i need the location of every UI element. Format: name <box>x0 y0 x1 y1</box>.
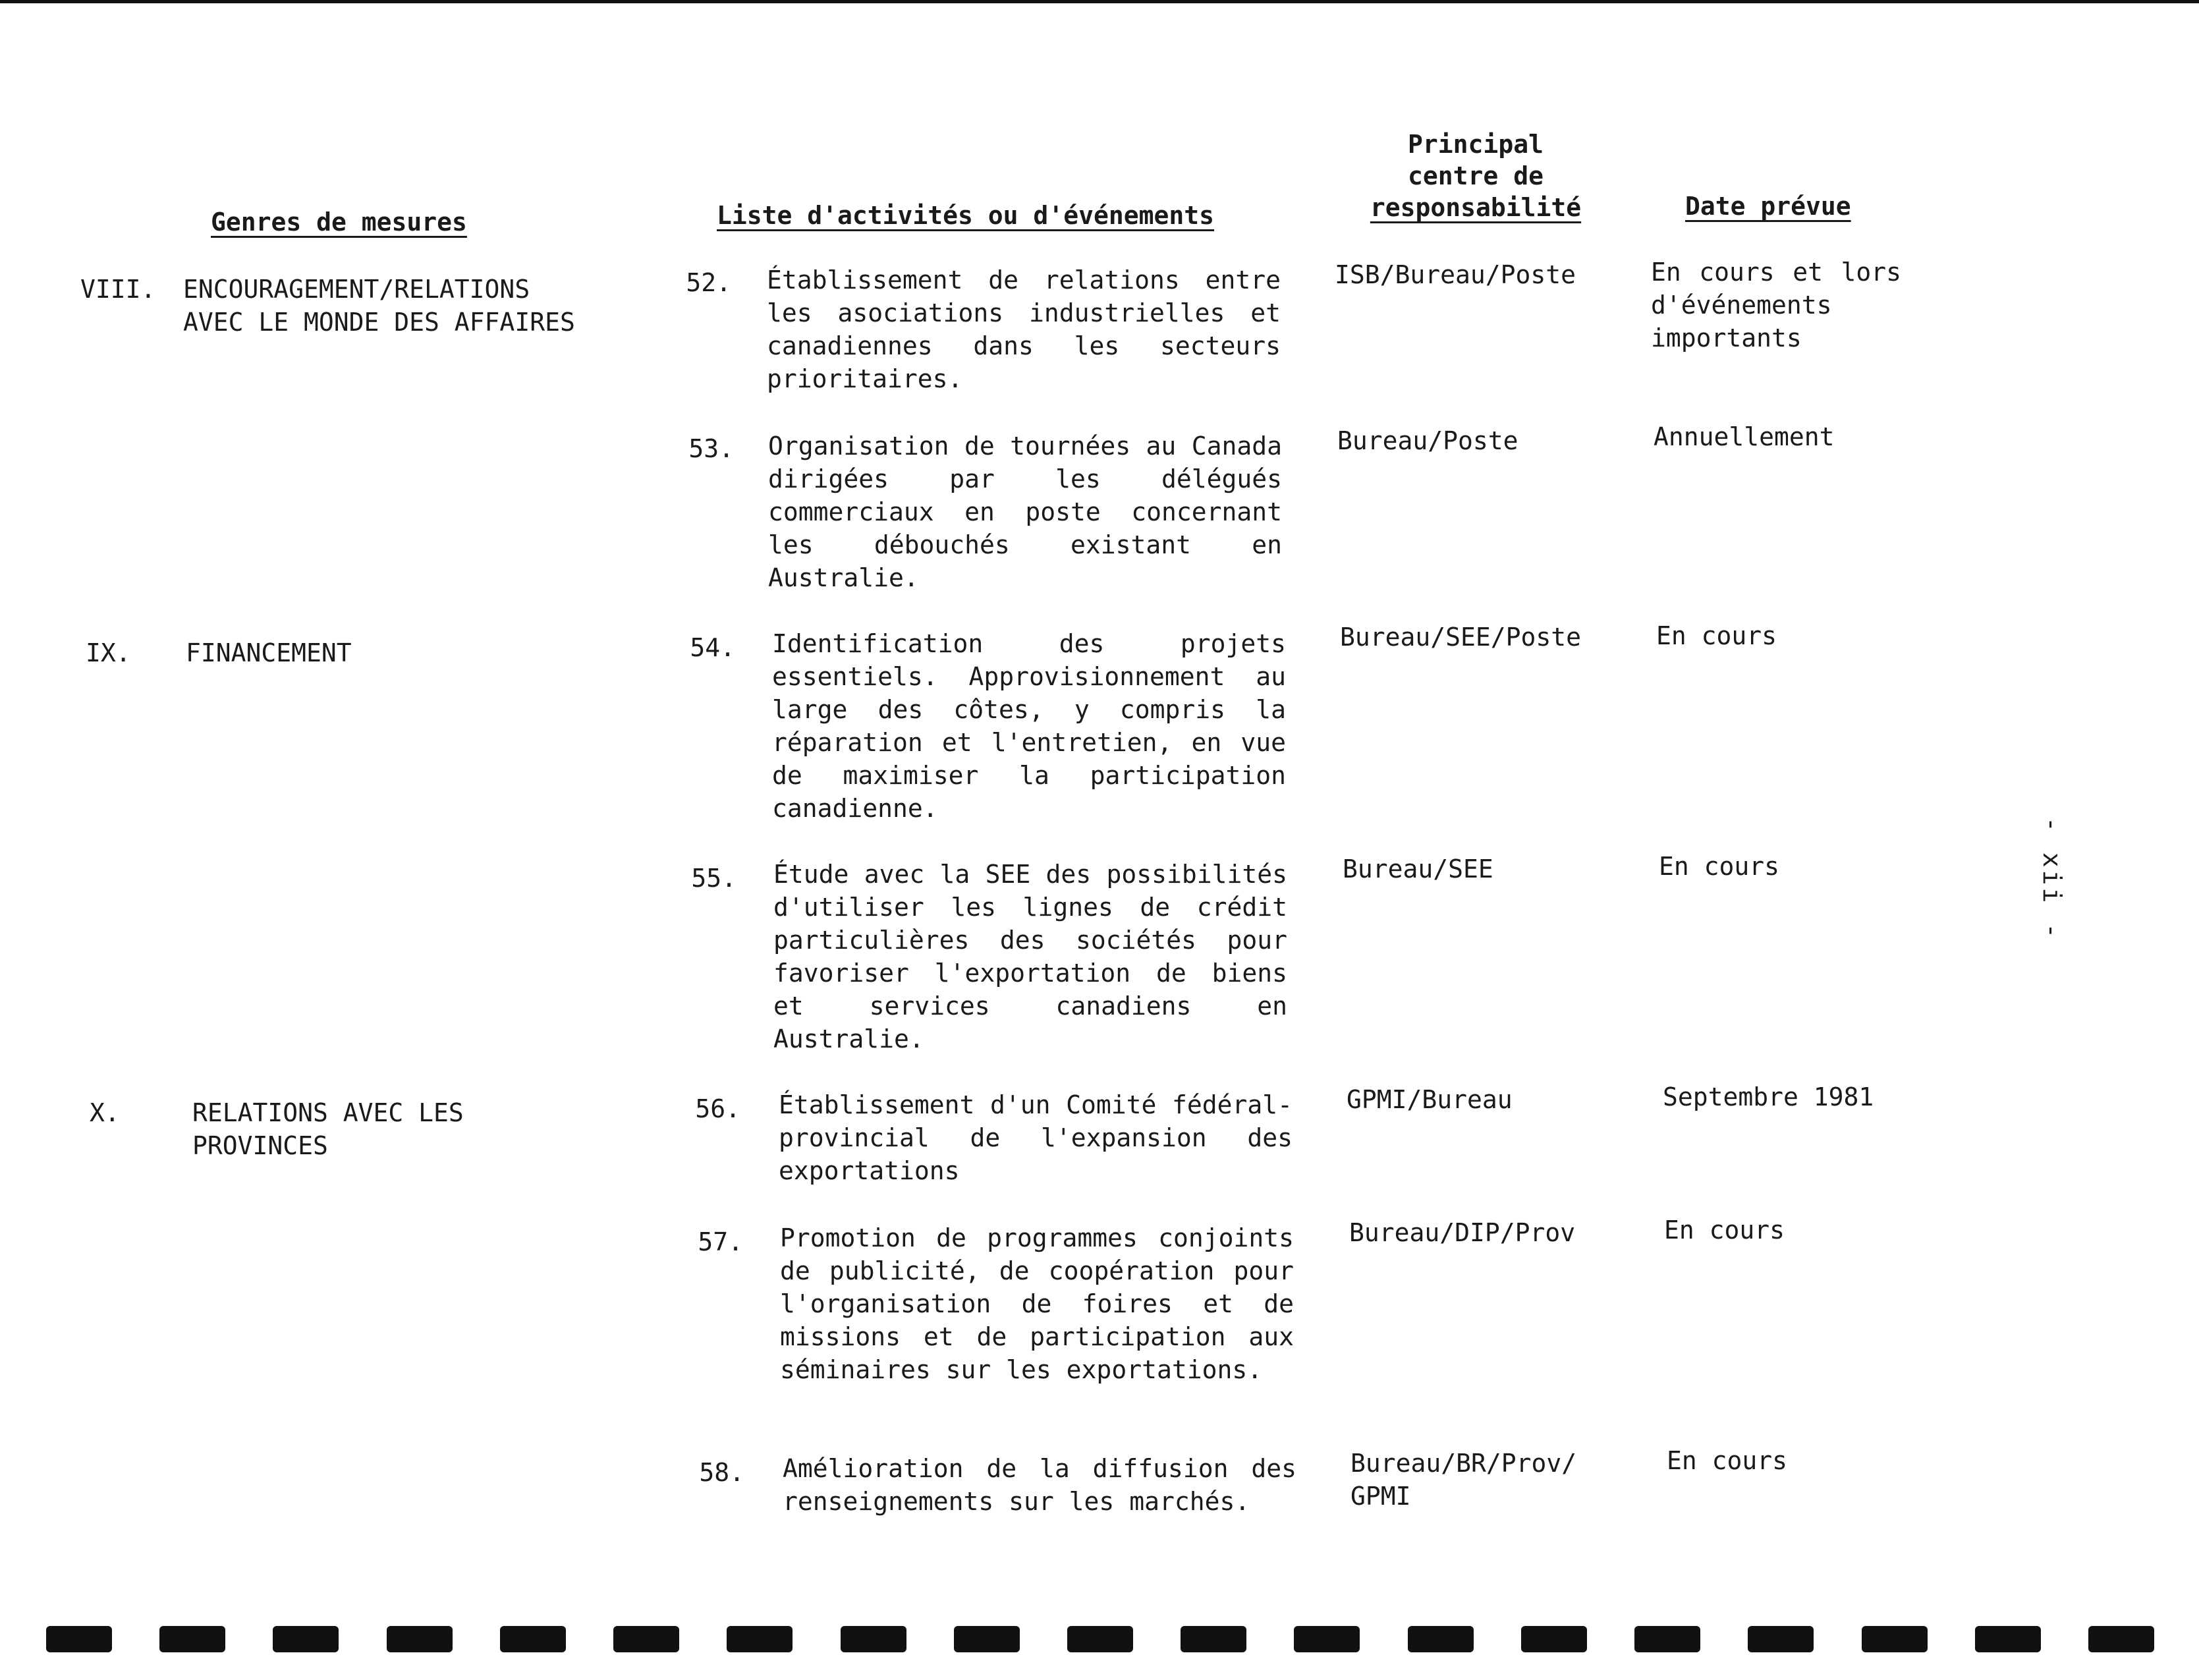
category-number: X. <box>90 1098 120 1127</box>
responsibility-centre: ISB/Bureau/Poste <box>1335 260 1576 289</box>
category-title: RELATIONS AVEC LES PROVINCES <box>192 1098 464 1160</box>
perforation-mark <box>46 1626 112 1652</box>
perforation-mark <box>1634 1626 1700 1652</box>
perforation-mark <box>273 1626 339 1652</box>
header-genres: Genres de mesures <box>211 208 467 237</box>
planned-date: En cours <box>1664 1216 1785 1245</box>
perforation-mark <box>500 1626 566 1652</box>
activity-text: Organisation de tournées au Canada dirigées par les délégués commerciaux en poste concernant les débouchés existant en Australie. <box>768 432 1282 592</box>
activity-number: 57. <box>698 1227 743 1256</box>
header-centre-line3: responsabilité <box>1370 193 1582 222</box>
responsibility-centre: Bureau/SEE/Poste <box>1340 623 1582 652</box>
header-liste: Liste d'activités ou d'événements <box>717 201 1214 230</box>
activity-text: Promotion de programmes conjoints de publicité, de coopération pour l'organisation de foires et de missions et de participation aux séminaires sur les exportations. <box>780 1223 1294 1384</box>
activity-number: 55. <box>691 864 737 893</box>
category-title: ENCOURAGEMENT/RELATIONS AVEC LE MONDE DES AFFAIRES <box>183 275 575 337</box>
planned-date: Annuellement <box>1654 422 1835 451</box>
perforation-mark <box>1521 1626 1587 1652</box>
perforation-mark <box>1748 1626 1814 1652</box>
planned-date: Septembre 1981 <box>1663 1082 1874 1111</box>
category-title: FINANCEMENT <box>186 638 352 667</box>
category-number: VIII. <box>80 275 156 304</box>
perforation-mark <box>387 1626 453 1652</box>
planned-date: En cours <box>1656 621 1777 650</box>
bottom-perforation-strip <box>46 1626 2154 1655</box>
perforation-mark <box>613 1626 679 1652</box>
activity-text: Établissement de relations entre les asociations industrielles et canadiennes dans les secteurs prioritaires. <box>767 266 1281 393</box>
perforation-mark <box>2088 1626 2154 1652</box>
perforation-mark <box>727 1626 793 1652</box>
header-centre <box>1337 128 1614 224</box>
perforation-mark <box>159 1626 225 1652</box>
activity-text: Amélioration de la diffusion des renseignements sur les marchés. <box>783 1454 1296 1516</box>
activity-number: 58. <box>699 1458 744 1487</box>
perforation-mark <box>954 1626 1020 1652</box>
top-border-line <box>0 0 2199 3</box>
activity-text: Étude avec la SEE des possibilités d'utiliser les lignes de crédit particulières des sociétés pour favoriser l'exportation de biens et services canadiens en Australie. <box>773 860 1287 1053</box>
planned-date: En cours <box>1667 1446 1788 1475</box>
activity-number: 53. <box>688 434 734 463</box>
planned-date: En cours et lors d'événements importants <box>1651 258 1901 352</box>
planned-date: En cours <box>1659 852 1780 881</box>
page-number: - xii - <box>2038 817 2067 941</box>
responsibility-centre: Bureau/DIP/Prov <box>1349 1218 1576 1247</box>
activity-text: Établissement d'un Comité fédéral-provincial de l'expansion des exportations <box>779 1090 1293 1185</box>
category-number: IX. <box>86 638 131 667</box>
responsibility-centre: Bureau/BR/Prov/ GPMI <box>1350 1449 1577 1511</box>
activity-text: Identification des projets essentiels. Approvisionnement au large des côtes, y compris la réparation et l'entretien, en vue de maximiser la participation canadienne. <box>772 629 1286 823</box>
activity-number: 54. <box>690 633 735 662</box>
perforation-mark <box>841 1626 906 1652</box>
header-date: Date prévue <box>1685 192 1851 221</box>
activity-number: 56. <box>695 1094 740 1123</box>
perforation-mark <box>1181 1626 1246 1652</box>
perforation-mark <box>1408 1626 1474 1652</box>
header-centre-line2: centre de <box>1408 161 1544 190</box>
activity-number: 52. <box>686 268 731 297</box>
responsibility-centre: Bureau/SEE <box>1343 854 1493 883</box>
perforation-mark <box>1067 1626 1133 1652</box>
header-centre-line1: Principal <box>1408 130 1544 159</box>
perforation-mark <box>1975 1626 2041 1652</box>
perforation-mark <box>1862 1626 1928 1652</box>
perforation-mark <box>1294 1626 1360 1652</box>
responsibility-centre: GPMI/Bureau <box>1347 1085 1513 1114</box>
responsibility-centre: Bureau/Poste <box>1337 426 1518 455</box>
